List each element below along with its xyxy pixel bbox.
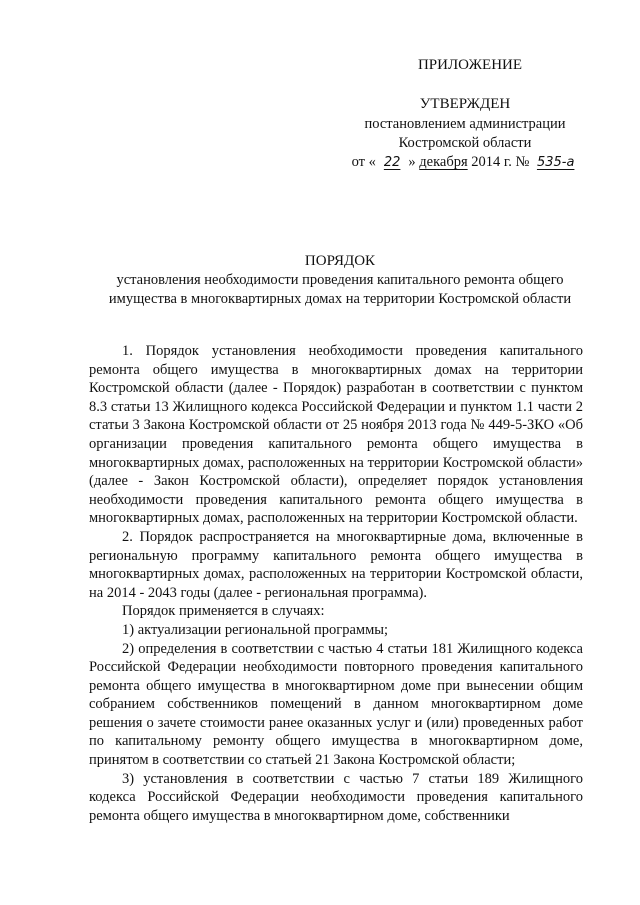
date-day: 22 <box>383 155 401 170</box>
date-prefix: от « <box>351 154 376 170</box>
approval-date-line <box>340 153 590 172</box>
document-body <box>89 342 583 825</box>
date-mid: » <box>408 154 416 170</box>
approved-by-line2: Костромской области <box>398 135 532 151</box>
paragraph-3: Порядок применяется в случаях: <box>122 603 325 620</box>
title-subtitle-line2: имущества в многоквартирных домах на территории Костромской области <box>108 291 572 307</box>
approved-label: УТВЕРЖДЕН <box>419 96 511 112</box>
approval-block <box>340 95 590 172</box>
paragraph-6: 3) установления в соответствии с частью 7 статьи 189 Жилищного кодекса Российской Федерации необходимости проведения капитального ремонта общего имущества в многоквартирном доме, собственники <box>89 770 583 824</box>
date-month: декабря <box>419 154 468 170</box>
paragraph-1: 1. Порядок установления необходимости проведения капитального ремонта общего имущества в многоквартирных домах на территории Костромской области (далее - Порядок) разработан в соответствии с пунктом 8.3 статьи 13 Жилищного кодекса Российской Федерации и пунктом 1.1 части 2 статьи 3 Закона Костромской области от 25 ноября 2013 года № 449-5-ЗКО «Об организации проведения капитального ремонта общего имущества в многоквартирных домах, расположенных на территории Костромской области» (далее - Закон Костромской области), определяет порядок установления необходимости проведения капитального ремонта общего имущества в многоквартирных домах, расположенных на территории Костромской области. <box>89 343 583 527</box>
paragraph-5: 2) определения в соответствии с частью 4 статьи 181 Жилищного кодекса Российской Федерации необходимости повторного проведения капитального ремонта общего имущества в многоквартирном доме при вынесении общим собранием собственников помещений в данном многоквартирном доме решения о зачете стоимости ранее оказанных услуг и (или) проведенных работ по капитальному ремонту общего имущества в многоквартирном доме, принятом в соответствии со статьей 21 Закона Костромской области; <box>89 640 583 769</box>
title-heading: ПОРЯДОК <box>304 253 376 269</box>
document-title <box>60 251 620 309</box>
title-subtitle-line1: установления необходимости проведения капитального ремонта общего <box>116 272 564 288</box>
appendix-label: ПРИЛОЖЕНИЕ <box>417 57 523 73</box>
date-year: 2014 г. № <box>471 154 530 170</box>
paragraph-2: 2. Порядок распространяется на многоквартирные дома, включенные в региональную программу капитального ремонта общего имущества в многоквартирных домах, расположенных на территории Костромской области, на 2014 - 2043 годы (далее - региональная программа). <box>89 528 583 601</box>
approved-by-line1: постановлением администрации <box>364 116 566 132</box>
paragraph-4: 1) актуализации региональной программы; <box>122 621 389 638</box>
decree-number: 535-а <box>536 155 575 170</box>
